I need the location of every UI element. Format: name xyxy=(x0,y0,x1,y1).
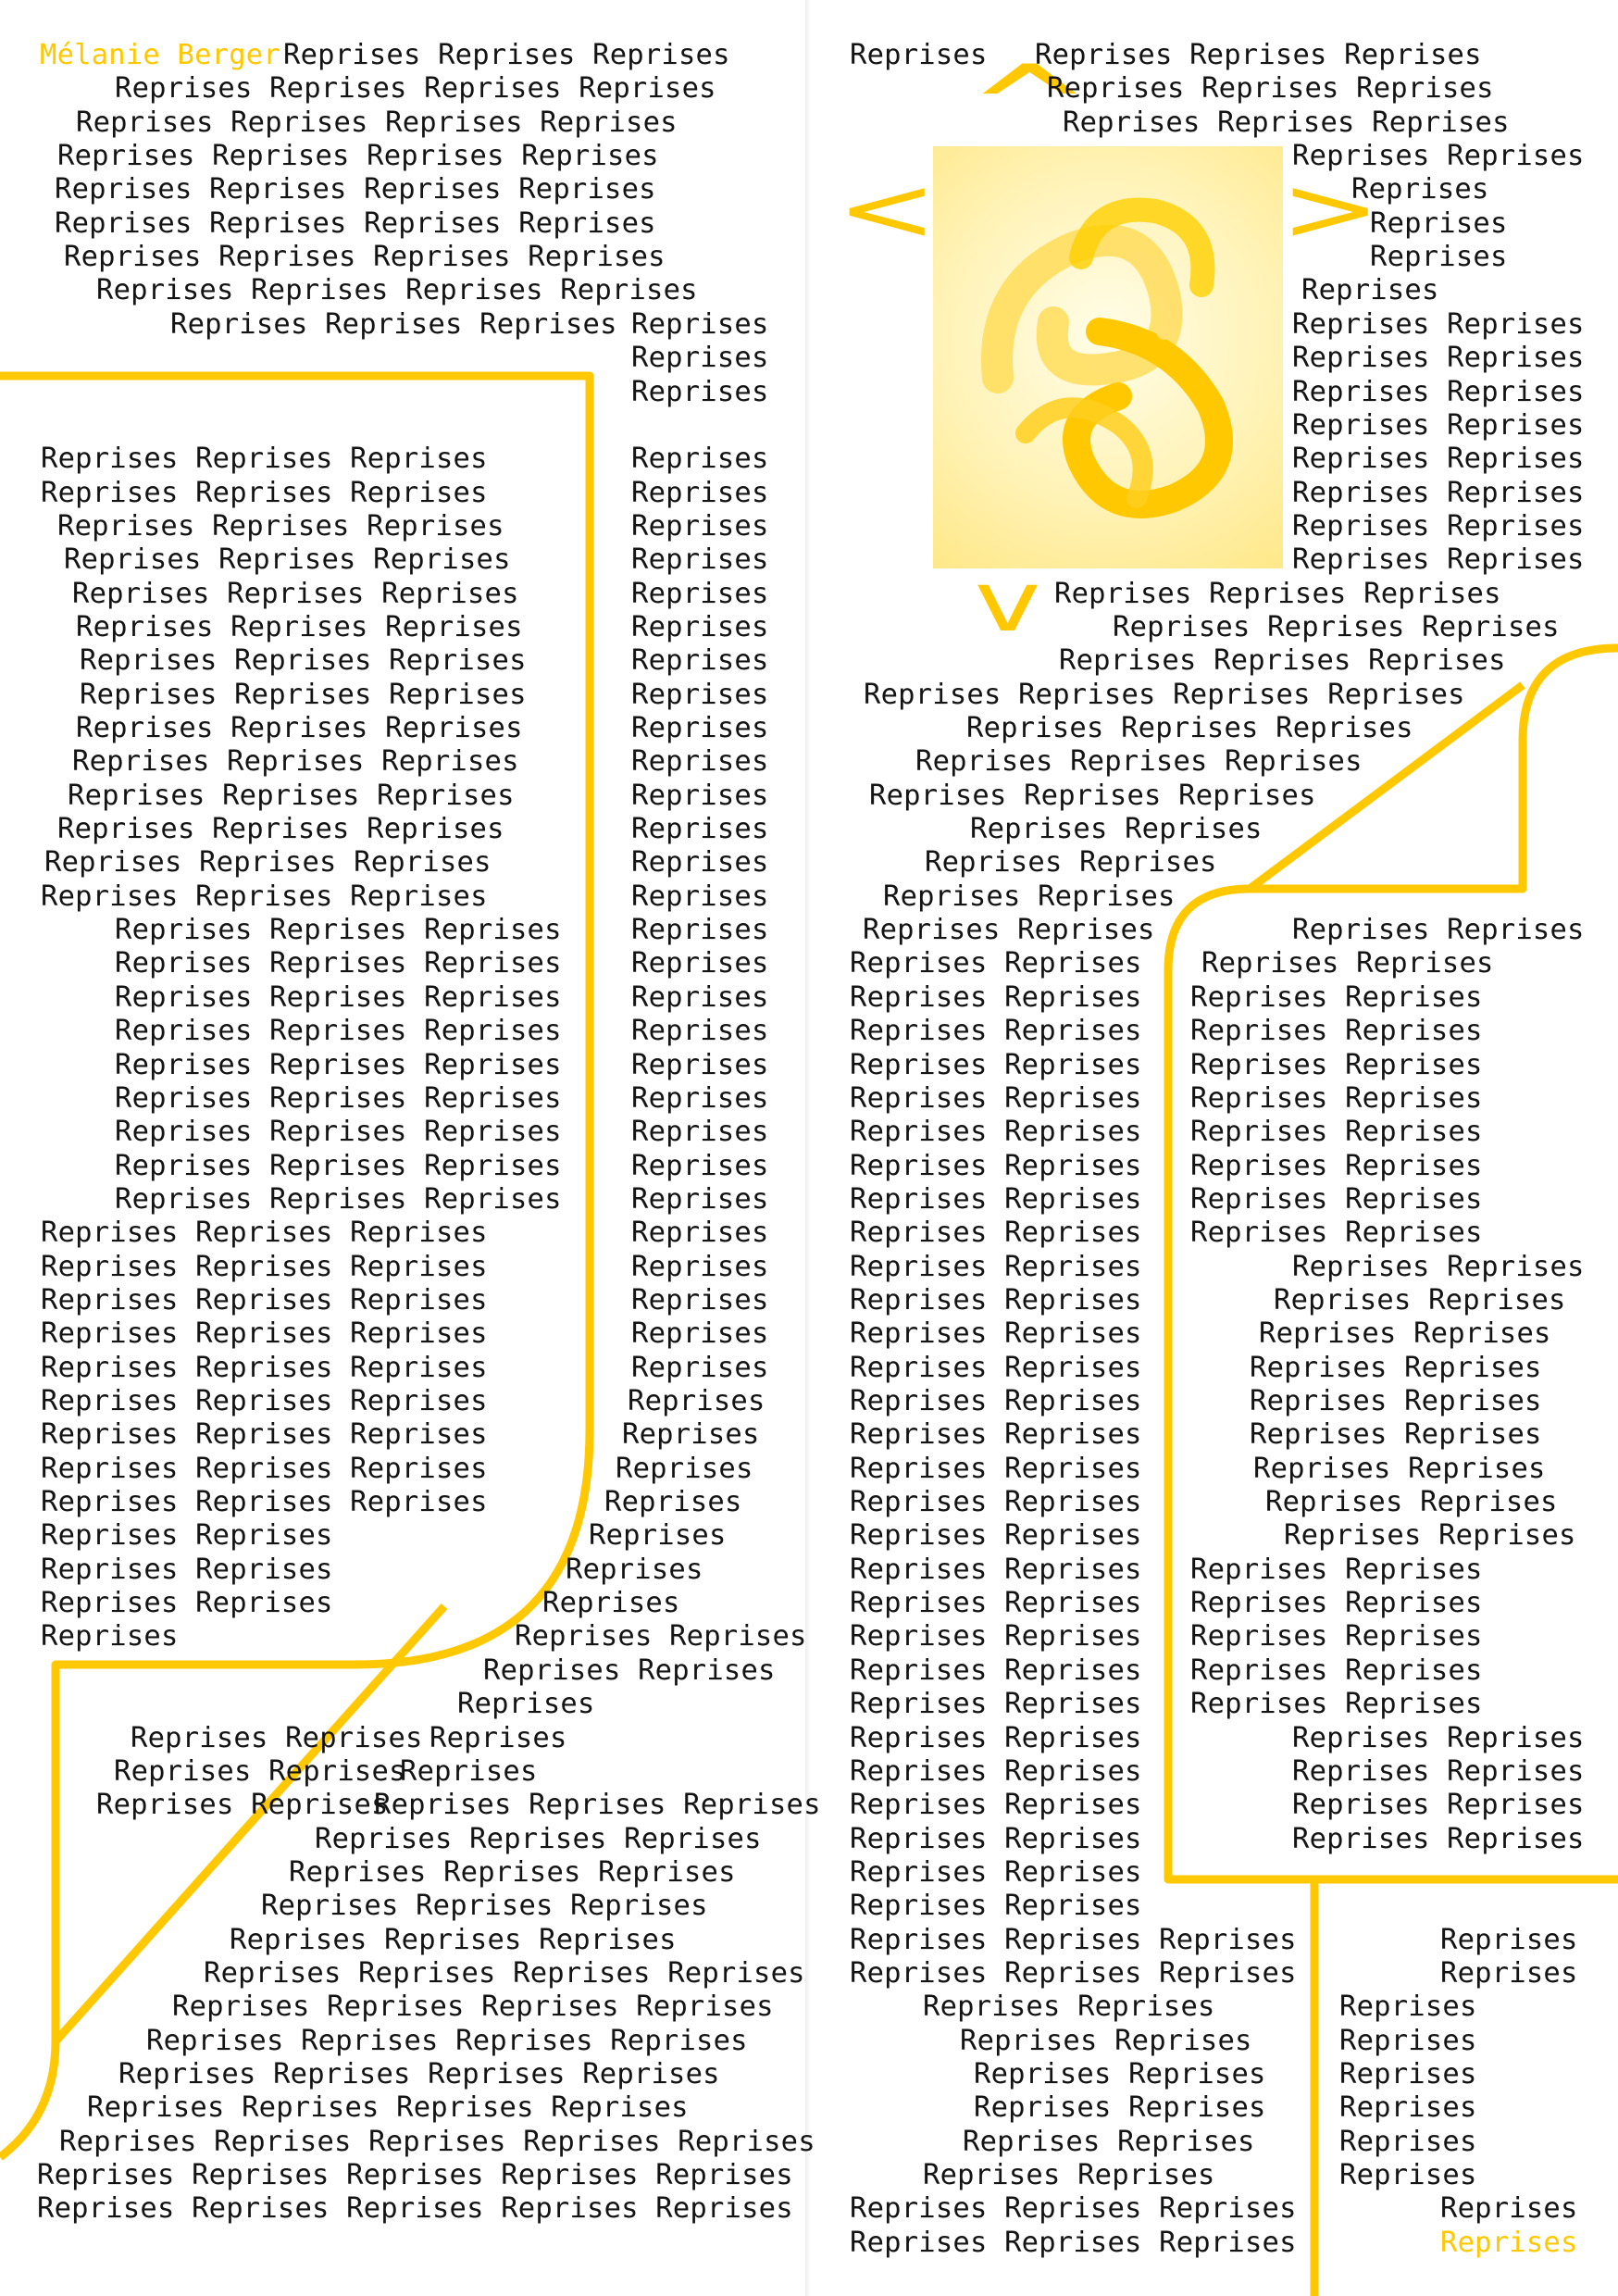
right-line: Reprises Reprises xyxy=(1250,1352,1542,1384)
left-line: Reprises Reprises Reprises Reprises Reprises xyxy=(37,2192,793,2225)
right-line: Reprises xyxy=(1351,173,1489,206)
right-line: Reprises Reprises xyxy=(850,981,1142,1014)
right-line: Reprises Reprises xyxy=(850,1890,1142,1922)
right-line: Reprises Reprises Reprises xyxy=(1035,39,1482,71)
right-line: Reprises Reprises xyxy=(850,1217,1142,1249)
left-line: Reprises xyxy=(631,611,769,643)
right-line: Reprises Reprises xyxy=(850,1587,1142,1619)
right-line: Reprises Reprises xyxy=(1190,1587,1483,1619)
left-line: Reprises xyxy=(631,679,769,711)
right-line: Reprises Reprises xyxy=(1292,1251,1585,1283)
left-line: Reprises Reprises Reprises xyxy=(57,813,504,845)
left-line: Reprises xyxy=(589,1519,727,1552)
left-line: Reprises Reprises Reprises Reprises xyxy=(204,1957,805,1990)
left-line: Reprises Reprises Reprises xyxy=(41,1486,488,1518)
right-line: Reprises Reprises xyxy=(850,1385,1142,1417)
right-line: Reprises xyxy=(1339,1990,1477,2023)
left-line: Reprises Reprises Reprises xyxy=(41,880,488,913)
left-line: Reprises Reprises Reprises xyxy=(261,1890,708,1922)
left-line: Reprises Reprises xyxy=(41,1519,333,1552)
left-line: Reprises xyxy=(631,1049,769,1081)
left-line: Reprises xyxy=(631,543,769,576)
left-line: Reprises xyxy=(631,1150,769,1182)
right-line: Reprises Reprises xyxy=(1292,1722,1585,1754)
right-line: Reprises Reprises xyxy=(850,1352,1142,1384)
left-line: Reprises Reprises xyxy=(515,1620,807,1653)
right-line: Reprises Reprises xyxy=(883,880,1176,913)
right-line: Reprises Reprises Reprises xyxy=(966,712,1413,744)
right-line: Reprises Reprises xyxy=(1250,1385,1542,1417)
left-line: Reprises Reprises Reprises Reprises xyxy=(118,2058,720,2090)
left-line: Reprises Reprises Reprises xyxy=(374,1789,821,1821)
left-line: Reprises xyxy=(631,1251,769,1283)
right-line: Reprises xyxy=(1440,1924,1578,1956)
right-line: Reprises Reprises Reprises xyxy=(850,1924,1297,1956)
left-line: Reprises xyxy=(631,644,769,677)
right-line: Reprises Reprises xyxy=(850,1284,1142,1316)
right-line: Reprises Reprises xyxy=(850,1554,1142,1586)
left-line: Reprises xyxy=(622,1418,760,1451)
ribbon-sculpture xyxy=(933,146,1283,568)
left-line: Reprises Reprises Reprises xyxy=(41,477,488,509)
left-line: Reprises Reprises Reprises xyxy=(115,1082,562,1115)
right-line: Reprises Reprises xyxy=(970,813,1263,845)
right-line: Reprises Reprises Reprises xyxy=(1054,578,1501,610)
artwork-image xyxy=(933,146,1283,568)
left-line: Reprises Reprises Reprises Reprises xyxy=(64,241,666,273)
right-line: Reprises Reprises xyxy=(850,1620,1142,1653)
right-line: Reprises Reprises xyxy=(850,1755,1142,1788)
left-line: Reprises xyxy=(631,308,769,341)
right-line: Reprises Reprises xyxy=(1292,308,1585,341)
right-line: Reprises Reprises xyxy=(974,2058,1266,2090)
right-line: Reprises Reprises xyxy=(850,1317,1142,1350)
right-line: Reprises Reprises Reprises xyxy=(850,2227,1297,2259)
right-line: Reprises xyxy=(1440,1957,1578,1990)
left-line: Reprises Reprises Reprises xyxy=(41,1385,488,1417)
right-line: Reprises Reprises xyxy=(1274,1284,1566,1316)
left-line: Reprises xyxy=(400,1755,538,1788)
left-line: Reprises xyxy=(631,1082,769,1115)
right-line: Reprises Reprises xyxy=(850,1418,1142,1451)
right-line: Reprises Reprises Reprises xyxy=(850,1957,1297,1990)
right-line: Reprises Reprises xyxy=(850,1049,1142,1081)
left-line: Reprises Reprises Reprises xyxy=(57,510,504,543)
right-line: Reprises Reprises xyxy=(923,1990,1215,2023)
left-line: Reprises Reprises Reprises xyxy=(283,39,730,71)
left-line: Reprises xyxy=(631,510,769,543)
right-line: Reprises Reprises Reprises xyxy=(869,780,1316,812)
left-line: Reprises Reprises Reprises xyxy=(44,846,492,879)
left-line: Reprises Reprises Reprises Reprises xyxy=(55,173,656,206)
left-line: Reprises Reprises Reprises Reprises xyxy=(146,2025,748,2057)
left-line: Reprises Reprises xyxy=(96,1789,389,1821)
right-line: Reprises Reprises xyxy=(1292,1823,1585,1855)
right-line: Reprises Reprises xyxy=(1190,1217,1483,1249)
right-line: Reprises xyxy=(1370,207,1508,240)
right-line: Reprises Reprises xyxy=(1190,1183,1483,1216)
right-line: Reprises Reprises xyxy=(850,1654,1142,1687)
left-line: Reprises Reprises Reprises Reprises xyxy=(57,140,659,172)
left-line: Reprises xyxy=(631,947,769,980)
left-line: Reprises xyxy=(631,914,769,946)
right-line: Reprises xyxy=(1339,2091,1477,2124)
right-line: Reprises Reprises xyxy=(1292,543,1585,576)
left-line: Reprises xyxy=(631,477,769,509)
left-line: Reprises xyxy=(429,1722,567,1754)
right-line: Reprises Reprises xyxy=(1190,1015,1483,1047)
right-line: Reprises Reprises xyxy=(850,1789,1142,1821)
right-line: Reprises Reprises Reprises xyxy=(1047,72,1494,105)
left-line: Reprises Reprises Reprises xyxy=(115,1116,562,1148)
left-line: Reprises Reprises Reprises xyxy=(41,1251,488,1283)
chevron-down-icon: v xyxy=(974,554,1041,651)
left-line: Reprises Reprises Reprises xyxy=(315,1823,762,1855)
author-name: Mélanie Berger xyxy=(40,39,280,71)
right-line: Reprises Reprises xyxy=(1292,914,1585,946)
right-line: Reprises Reprises xyxy=(1292,376,1585,408)
left-line: Reprises Reprises Reprises xyxy=(115,1150,562,1182)
left-line: Reprises Reprises Reprises xyxy=(41,1284,488,1316)
left-line: Reprises Reprises Reprises xyxy=(170,308,617,341)
left-line: Reprises xyxy=(41,1620,179,1653)
right-line: Reprises Reprises xyxy=(850,1453,1142,1485)
right-line: Reprises Reprises xyxy=(923,2159,1215,2191)
left-line: Reprises Reprises Reprises xyxy=(115,1183,562,1216)
right-line: Reprises Reprises Reprises xyxy=(1063,106,1510,139)
left-line: Reprises Reprises Reprises xyxy=(80,679,527,711)
right-line: Reprises xyxy=(1339,2058,1477,2090)
right-line: Reprises Reprises Reprises xyxy=(850,2192,1297,2225)
left-line: Reprises xyxy=(631,1217,769,1249)
left-line: Reprises Reprises Reprises Reprises xyxy=(115,72,716,105)
right-line: Reprises Reprises xyxy=(1190,981,1483,1014)
chevron-left-icon: < xyxy=(836,157,938,261)
right-line: Reprises Reprises xyxy=(850,1688,1142,1720)
left-line: Reprises Reprises Reprises xyxy=(115,981,562,1014)
right-line: Reprises Reprises xyxy=(1190,1049,1483,1081)
right-line: Reprises Reprises xyxy=(850,1082,1142,1115)
left-line: Reprises xyxy=(631,1116,769,1148)
right-line: Reprises Reprises xyxy=(1190,1150,1483,1182)
right-line: Reprises Reprises xyxy=(863,914,1155,946)
left-line: Reprises xyxy=(457,1688,595,1720)
left-line: Reprises Reprises xyxy=(41,1587,333,1619)
left-line: Reprises Reprises Reprises Reprises xyxy=(55,207,656,240)
left-line: Reprises Reprises Reprises xyxy=(115,947,562,980)
right-line: Reprises Reprises xyxy=(1253,1453,1546,1485)
right-line: Reprises Reprises xyxy=(1190,1554,1483,1586)
left-line: Reprises xyxy=(631,376,769,408)
right-line: Reprises Reprises xyxy=(850,1150,1142,1182)
right-line: Reprises Reprises Reprises Reprises xyxy=(864,679,1465,711)
left-line: Reprises xyxy=(631,780,769,812)
right-line: Reprises xyxy=(1440,2227,1578,2259)
left-line: Reprises Reprises Reprises Reprises xyxy=(96,274,698,306)
chevron-right-icon: > xyxy=(1279,157,1381,261)
right-line: Reprises Reprises xyxy=(1190,1620,1483,1653)
left-line: Reprises Reprises Reprises Reprises Reprises xyxy=(59,2126,815,2158)
right-line: Reprises Reprises xyxy=(850,1183,1142,1216)
right-line: Reprises Reprises xyxy=(850,1486,1142,1518)
right-line: Reprises xyxy=(1339,2126,1477,2158)
right-line: Reprises Reprises xyxy=(850,1823,1142,1855)
left-line: Reprises xyxy=(631,1284,769,1316)
right-line: Reprises Reprises xyxy=(850,947,1142,980)
right-line: Reprises Reprises xyxy=(1292,342,1585,374)
left-line: Reprises xyxy=(628,1385,765,1417)
right-line: Reprises xyxy=(1339,2025,1477,2057)
right-line: Reprises Reprises xyxy=(850,1856,1142,1889)
left-line: Reprises Reprises Reprises xyxy=(68,780,515,812)
left-line: Reprises Reprises Reprises Reprises Reprises xyxy=(37,2159,793,2191)
right-line: Reprises Reprises xyxy=(850,1015,1142,1047)
right-line: Reprises Reprises xyxy=(1190,1082,1483,1115)
left-line: Reprises Reprises Reprises xyxy=(80,644,527,677)
left-line: Reprises xyxy=(566,1554,703,1586)
right-line: Reprises Reprises xyxy=(850,1519,1142,1552)
right-line: Reprises Reprises xyxy=(1292,510,1585,543)
right-line: Reprises Reprises xyxy=(1292,140,1585,172)
right-line: Reprises Reprises xyxy=(1190,1654,1483,1687)
left-line: Reprises xyxy=(631,342,769,374)
right-line: Reprises xyxy=(1370,241,1508,273)
left-line: Reprises Reprises Reprises xyxy=(41,1352,488,1384)
left-line: Reprises xyxy=(604,1486,742,1518)
left-line: Reprises Reprises Reprises xyxy=(41,443,488,475)
left-line: Reprises xyxy=(542,1587,680,1619)
left-line: Reprises Reprises Reprises xyxy=(41,1317,488,1350)
left-line: Reprises Reprises xyxy=(114,1755,406,1788)
left-line: Reprises Reprises Reprises xyxy=(41,1217,488,1249)
right-line: Reprises Reprises Reprises xyxy=(915,745,1363,778)
right-line: Reprises Reprises xyxy=(850,1722,1142,1754)
left-line: Reprises Reprises Reprises xyxy=(115,914,562,946)
chevron-up-icon: ^ xyxy=(966,43,1093,171)
right-line: Reprises Reprises xyxy=(1259,1317,1551,1350)
right-line: Reprises Reprises xyxy=(960,2025,1252,2057)
left-line: Reprises xyxy=(631,745,769,778)
right-line: Reprises xyxy=(1301,274,1439,306)
left-line: Reprises Reprises Reprises Reprises xyxy=(76,106,678,139)
left-line: Reprises Reprises Reprises xyxy=(72,745,519,778)
right-line: Reprises Reprises xyxy=(850,1251,1142,1283)
left-line: Reprises Reprises Reprises xyxy=(230,1924,677,1956)
left-line: Reprises xyxy=(631,578,769,610)
left-line: Reprises xyxy=(631,712,769,744)
left-line: Reprises Reprises Reprises xyxy=(115,1049,562,1081)
right-line: Reprises Reprises Reprises xyxy=(1113,611,1560,643)
right-line: Reprises Reprises xyxy=(1292,477,1585,509)
left-line: Reprises Reprises Reprises Reprises xyxy=(87,2091,689,2124)
left-line: Reprises xyxy=(631,880,769,913)
right-line: Reprises xyxy=(1440,2192,1578,2225)
left-line: Reprises xyxy=(631,1317,769,1350)
left-line: Reprises Reprises Reprises xyxy=(76,712,523,744)
left-line: Reprises Reprises Reprises xyxy=(289,1856,736,1889)
left-line: Reprises Reprises Reprises xyxy=(76,611,523,643)
left-line: Reprises xyxy=(631,813,769,845)
left-line: Reprises Reprises Reprises xyxy=(64,543,511,576)
left-line: Reprises xyxy=(631,1183,769,1216)
left-line: Reprises Reprises Reprises Reprises xyxy=(172,1990,774,2023)
left-line: Reprises xyxy=(631,981,769,1014)
left-line: Reprises xyxy=(631,846,769,879)
right-line: Reprises Reprises xyxy=(1190,1688,1483,1720)
right-line: Reprises Reprises xyxy=(1250,1418,1542,1451)
right-line: Reprises xyxy=(1339,2159,1477,2191)
left-line: Reprises Reprises xyxy=(41,1554,333,1586)
right-line: Reprises Reprises xyxy=(974,2091,1266,2124)
right-line: Reprises Reprises xyxy=(1292,409,1585,442)
right-line: Reprises Reprises xyxy=(1190,1116,1483,1148)
left-line: Reprises xyxy=(631,1015,769,1047)
right-line: Reprises xyxy=(850,39,988,71)
left-line: Reprises Reprises xyxy=(483,1654,776,1687)
left-line: Reprises Reprises Reprises xyxy=(41,1418,488,1451)
right-line: Reprises Reprises xyxy=(1292,443,1585,475)
left-line: Reprises Reprises xyxy=(131,1722,423,1754)
right-line: Reprises Reprises xyxy=(925,846,1217,879)
left-line: Reprises Reprises Reprises xyxy=(72,578,519,610)
left-line: Reprises Reprises Reprises xyxy=(41,1453,488,1485)
left-line: Reprises xyxy=(631,443,769,475)
right-line: Reprises Reprises xyxy=(1292,1789,1585,1821)
right-line: Reprises Reprises xyxy=(1265,1486,1558,1518)
right-line: Reprises Reprises xyxy=(1201,947,1494,980)
left-line: Reprises xyxy=(616,1453,753,1485)
right-line: Reprises Reprises xyxy=(850,1116,1142,1148)
left-line: Reprises xyxy=(631,1352,769,1384)
right-line: Reprises Reprises xyxy=(1284,1519,1576,1552)
left-line: Reprises Reprises Reprises xyxy=(115,1015,562,1047)
right-line: Reprises Reprises Reprises xyxy=(1059,644,1506,677)
right-line: Reprises Reprises xyxy=(963,2126,1255,2158)
right-line: Reprises Reprises xyxy=(1292,1755,1585,1788)
